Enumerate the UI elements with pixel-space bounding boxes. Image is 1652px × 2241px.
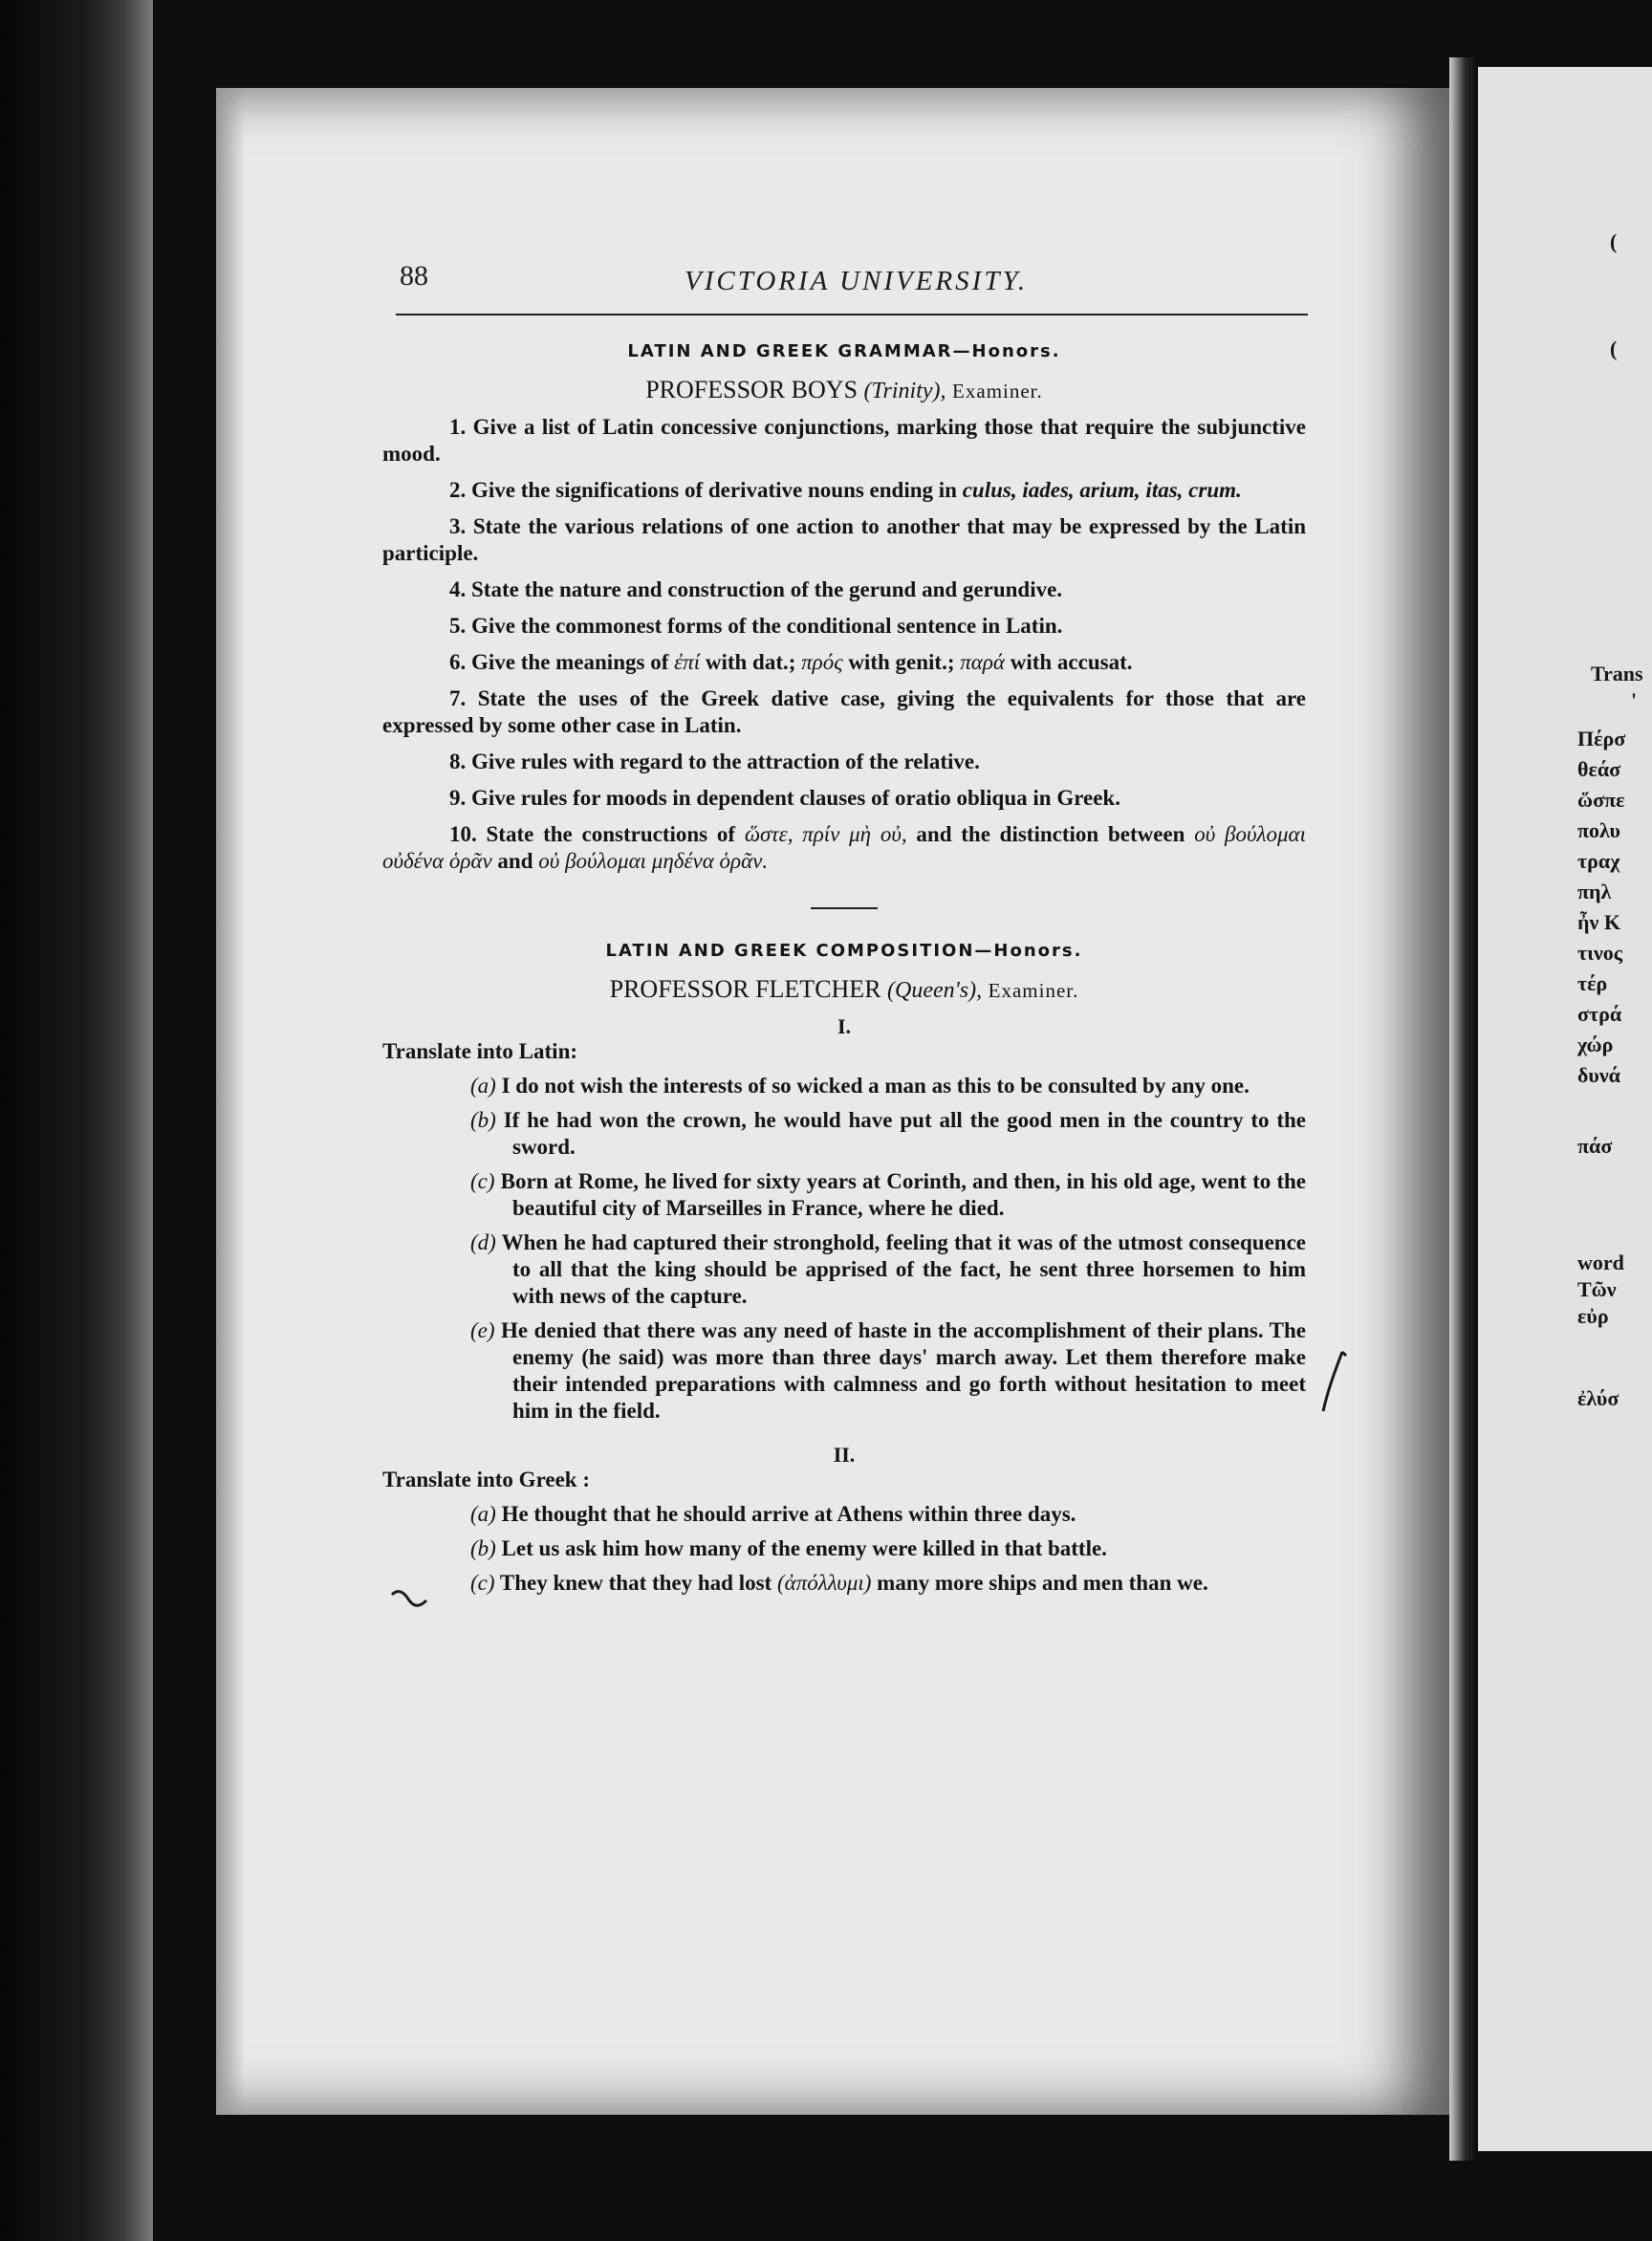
facing-text: χώρ: [1577, 1033, 1614, 1056]
greek-phrase-2: οὐ βούλομαι μηδένα ὁρᾶν.: [538, 849, 769, 873]
facing-text: πολυ: [1577, 818, 1620, 842]
question-9: 9. Give rules for moods in dependent clauses of oratio obliqua in Greek.: [449, 786, 1120, 810]
greek-forms: ὥστε, πρίν μὴ οὐ,: [744, 822, 907, 846]
latin-item-e: [382, 1317, 1306, 1425]
greek-apollumi: (ἀπόλλυμι): [776, 1571, 872, 1595]
question-7: 7. State the uses of the Greek dative case, giving the equivalents for those that are expressed by some other case in Latin.: [382, 686, 1306, 737]
facing-page-fragment: [1478, 67, 1652, 2151]
question-2-text: 2. Give the significations of derivative nouns ending in: [449, 478, 957, 502]
latin-item-b: [382, 1107, 1306, 1161]
question-4: 4. State the nature and construction of the gerund and gerundive.: [449, 577, 1063, 601]
facing-text: πάσ: [1577, 1134, 1613, 1158]
book-gutter: [1449, 57, 1478, 2161]
instruction-latin: Translate into Latin:: [382, 1039, 578, 1063]
book-edge-left: [0, 0, 153, 2241]
pencil-check-icon: [390, 1587, 428, 1612]
question-10-text: 10. State the constructions of: [449, 822, 736, 846]
greek-phrase-1: οὐ βούλομαι οὐδένα ὁρᾶν: [382, 822, 1307, 873]
q10-distinction: and the distinction between: [906, 822, 1195, 846]
examiner-college: (Queen's),: [887, 978, 983, 1003]
latin-item-d: [382, 1229, 1306, 1310]
header-rule: [396, 314, 1308, 315]
greek-item-b: [382, 1535, 1306, 1562]
facing-text: ': [1631, 688, 1638, 712]
question-6-text: 6. Give the meanings of: [449, 650, 669, 674]
item-text: If he had won the crown, he would have put all the good men in the country to the sword.: [503, 1108, 1306, 1159]
greek-para: παρά: [960, 650, 1005, 674]
item-text: Let us ask him how many of the enemy were killed in that battle.: [501, 1536, 1107, 1560]
facing-text: εὐρ: [1577, 1304, 1609, 1328]
examiner-name: PROFESSOR BOYS: [645, 376, 859, 403]
question-6: [382, 649, 1306, 676]
facing-text: τινος: [1577, 941, 1623, 965]
examiner-role: Examiner.: [952, 380, 1043, 403]
facing-text: δυνά: [1577, 1063, 1620, 1087]
item-text-before: They knew that they had lost: [499, 1571, 777, 1595]
facing-text: θεάσ: [1577, 757, 1621, 781]
question-2: [382, 477, 1306, 504]
section-title-composition: LATIN AND GREEK COMPOSITION—Honors.: [605, 941, 1083, 961]
facing-text: Πέρσ: [1577, 727, 1626, 751]
facing-text: Τῶν: [1577, 1277, 1617, 1301]
section-divider: [811, 907, 878, 909]
facing-text: στρά: [1577, 1002, 1622, 1026]
question-5: 5. Give the commonest forms of the conditional sentence in Latin.: [449, 614, 1063, 638]
examiner-line-grammar: [382, 377, 1306, 404]
facing-text: ὥσπε: [1577, 788, 1625, 812]
running-head: VICTORIA UNIVERSITY.: [685, 266, 1029, 296]
question-10: [382, 821, 1306, 875]
question-3: 3. State the various relations of one action to another that may be expressed by the Latin participle.: [382, 514, 1306, 565]
examiner-name: PROFESSOR FLETCHER: [609, 975, 881, 1003]
question-8: 8. Give rules with regard to the attraction of the relative.: [449, 750, 980, 773]
facing-text: (: [1610, 229, 1618, 253]
facing-text: (: [1610, 337, 1618, 360]
item-text: He thought that he should arrive at Athens within three days.: [501, 1502, 1076, 1526]
greek-item-a: [382, 1501, 1306, 1528]
item-label: (c): [470, 1571, 495, 1595]
item-label: (b): [470, 1108, 496, 1132]
latin-item-c: [382, 1168, 1306, 1222]
question-1: 1. Give a list of Latin concessive conjunctions, marking those that require the subjunctive mood.: [382, 415, 1306, 466]
q6-dat: with dat.;: [700, 650, 802, 674]
facing-text: πηλ: [1577, 880, 1612, 903]
part-numeral-2: II.: [833, 1443, 856, 1467]
greek-item-c: [382, 1570, 1306, 1597]
item-text: He denied that there was any need of haste in the accomplishment of their plans. The enemy (he said) was more than three days' march away. Let them therefore make their intended preparations with calmness and go forth without hesitation to meet him in the field.: [501, 1318, 1307, 1423]
item-text-after: many more ships and men than we.: [871, 1571, 1208, 1595]
item-label: (a): [470, 1074, 496, 1098]
facing-text: Trans: [1591, 662, 1643, 685]
item-label: (a): [470, 1502, 496, 1526]
item-text: I do not wish the interests of so wicked a man as this to be consulted by any one.: [501, 1074, 1250, 1098]
page-content: [382, 323, 1306, 1597]
latin-item-a: [382, 1073, 1306, 1099]
facing-text: ἦν Κ: [1577, 910, 1620, 934]
item-text: Born at Rome, he lived for sixty years at Corinth, and then, in his old age, went to the beautiful city of Marseilles in France, where he died.: [500, 1169, 1306, 1220]
greek-epi: ἐπί: [674, 650, 701, 674]
facing-text: ἐλύσ: [1577, 1386, 1619, 1410]
page-number: 88: [400, 260, 428, 292]
examiner-line-composition: [382, 976, 1306, 1004]
item-label: (b): [470, 1536, 496, 1560]
question-2-endings: culus, iades, arium, itas, crum.: [962, 478, 1242, 502]
part-numeral-1: I.: [837, 1014, 852, 1038]
q6-accusat: with accusat.: [1004, 650, 1133, 674]
instruction-greek: Translate into Greek :: [382, 1468, 590, 1491]
section-title-grammar: LATIN AND GREEK GRAMMAR—Honors.: [627, 341, 1061, 361]
item-text: When he had captured their stronghold, feeling that it was of the utmost consequence to all that the king should be apprised of the fact, he sent three horsemen to him with news of the capture.: [501, 1230, 1306, 1308]
q6-genit: with genit.;: [842, 650, 961, 674]
facing-text: word: [1577, 1251, 1624, 1274]
facing-text: τραχ: [1577, 849, 1620, 873]
facing-text: τέρ: [1577, 971, 1608, 995]
greek-pros: πρός: [801, 650, 843, 674]
pencil-mark-icon: [1319, 1348, 1348, 1415]
item-label: (d): [470, 1230, 496, 1254]
item-label: (c): [470, 1169, 495, 1193]
examiner-college: (Trinity),: [863, 379, 946, 403]
q10-and: and: [491, 849, 539, 873]
examiner-role: Examiner.: [988, 979, 1079, 1002]
item-label: (e): [470, 1318, 495, 1342]
